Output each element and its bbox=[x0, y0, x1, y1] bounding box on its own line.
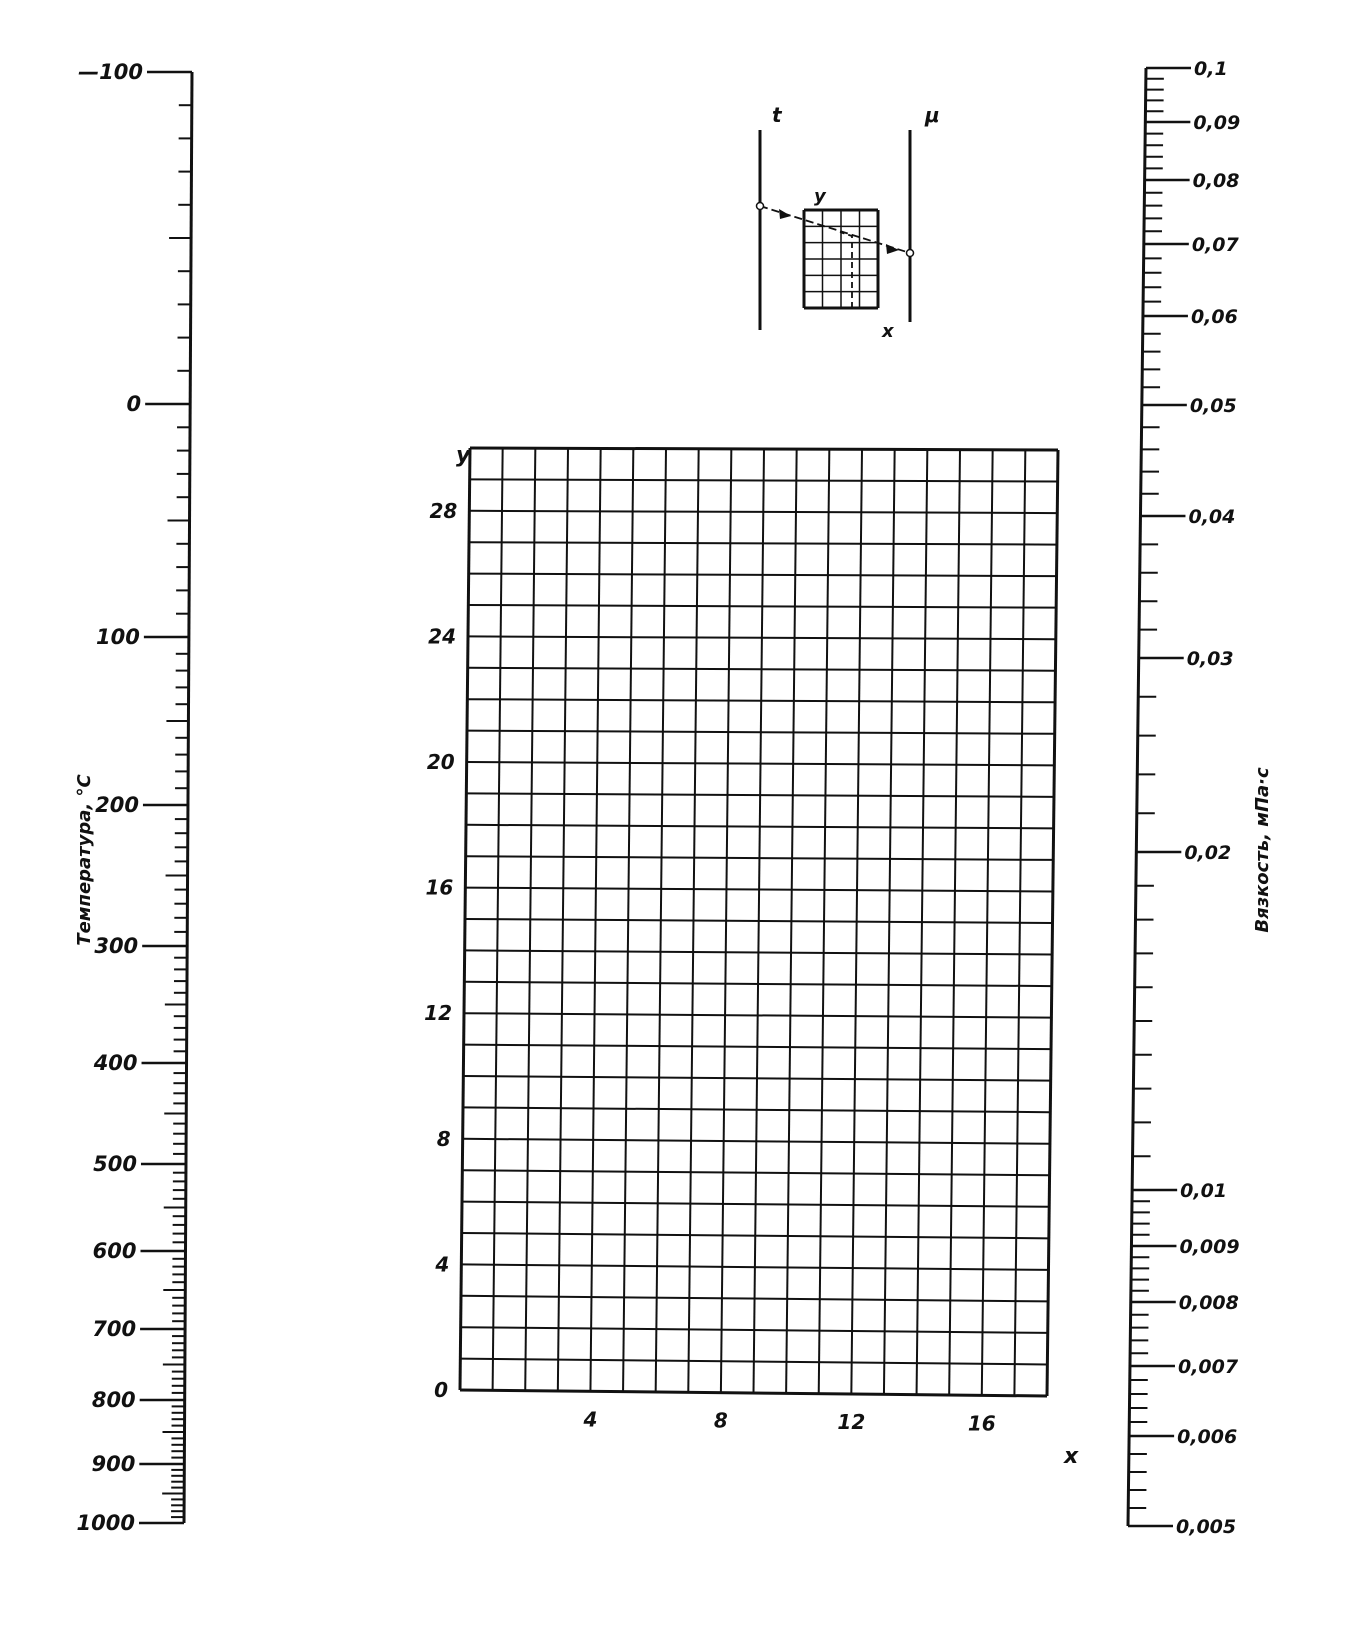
inset-point-mu bbox=[907, 250, 914, 257]
temperature-tick-label: 300 bbox=[94, 934, 139, 958]
grid-y-tick-label: 8 bbox=[436, 1126, 451, 1151]
temperature-tick-label: 800 bbox=[91, 1388, 136, 1412]
viscosity-tick-label: 0,006 bbox=[1177, 1426, 1238, 1448]
grid-y-axis-label: y bbox=[456, 443, 471, 468]
grid-y-tick-label: 28 bbox=[429, 498, 458, 523]
temperature-tick-label: 400 bbox=[93, 1051, 138, 1075]
viscosity-scale bbox=[1128, 58, 1240, 1538]
inset-arrow-head bbox=[779, 209, 791, 219]
viscosity-tick-label: 0,03 bbox=[1186, 648, 1234, 670]
grid-horizontal-line bbox=[470, 479, 1058, 481]
viscosity-tick-label: 0,05 bbox=[1189, 395, 1237, 417]
viscosity-tick-label: 0,008 bbox=[1178, 1292, 1239, 1314]
inset-mu-label: μ bbox=[925, 103, 940, 127]
temperature-tick-label: 200 bbox=[95, 793, 139, 817]
grid-horizontal-line bbox=[469, 574, 1057, 577]
grid-horizontal-line bbox=[469, 542, 1057, 544]
temperature-tick-label: 700 bbox=[92, 1317, 137, 1341]
grid-horizontal-line bbox=[468, 636, 1056, 639]
viscosity-tick-label: 0,009 bbox=[1179, 1236, 1240, 1258]
grid-y-tick-label: 4 bbox=[435, 1252, 450, 1277]
grid-x-tick-label: 4 bbox=[583, 1407, 598, 1432]
temperature-tick-label: 1000 bbox=[76, 1511, 135, 1535]
viscosity-tick-label: 0,04 bbox=[1188, 506, 1236, 528]
grid-x-tick-label: 16 bbox=[967, 1411, 996, 1436]
viscosity-tick-label: 0,01 bbox=[1180, 1180, 1228, 1202]
inset-x-label: x bbox=[882, 321, 894, 342]
viscosity-tick-label: 0,07 bbox=[1191, 234, 1239, 256]
temperature-tick-label: 100 bbox=[96, 625, 140, 649]
grid-x-axis-label: x bbox=[1064, 1444, 1079, 1469]
example-inset bbox=[757, 130, 914, 330]
grid-x-tick-label: 8 bbox=[713, 1408, 728, 1433]
viscosity-tick-label: 0,1 bbox=[1194, 58, 1228, 80]
temperature-tick-label: 500 bbox=[93, 1152, 137, 1176]
viscosity-tick-label: 0,08 bbox=[1192, 170, 1240, 192]
viscosity-tick-label: 0,02 bbox=[1184, 842, 1232, 864]
viscosity-axis-label: Вязкость, мПа·с bbox=[1252, 767, 1273, 933]
temperature-scale-line bbox=[184, 72, 192, 1523]
inset-t-label: t bbox=[772, 103, 782, 127]
temperature-axis-label: Температура, °C bbox=[74, 774, 95, 946]
viscosity-tick-label: 0,09 bbox=[1193, 112, 1241, 134]
grid-y-tick-label: 16 bbox=[425, 875, 454, 900]
inset-point-t bbox=[757, 203, 764, 210]
xy-grid bbox=[424, 448, 1058, 1435]
grid-horizontal-line bbox=[469, 511, 1057, 513]
viscosity-tick-label: 0,005 bbox=[1176, 1516, 1237, 1538]
grid-horizontal-line bbox=[468, 605, 1056, 608]
grid-y-tick-label: 24 bbox=[428, 624, 456, 649]
temperature-tick-label: 0 bbox=[126, 392, 142, 416]
grid-horizontal-line bbox=[470, 448, 1058, 450]
temperature-tick-label: 600 bbox=[92, 1239, 137, 1263]
viscosity-tick-label: 0,007 bbox=[1177, 1356, 1239, 1378]
grid-x-tick-label: 12 bbox=[837, 1410, 866, 1434]
grid-y-tick-label: 0 bbox=[434, 1378, 448, 1402]
inset-arrow-head bbox=[886, 244, 899, 254]
temperature-tick-label: —100 bbox=[78, 60, 143, 84]
inset-y-label: y bbox=[814, 186, 826, 207]
viscosity-tick-label: 0,06 bbox=[1190, 306, 1238, 328]
grid-y-tick-label: 12 bbox=[424, 1001, 452, 1026]
temperature-tick-label: 900 bbox=[91, 1452, 136, 1476]
grid-y-tick-label: 20 bbox=[426, 750, 455, 774]
